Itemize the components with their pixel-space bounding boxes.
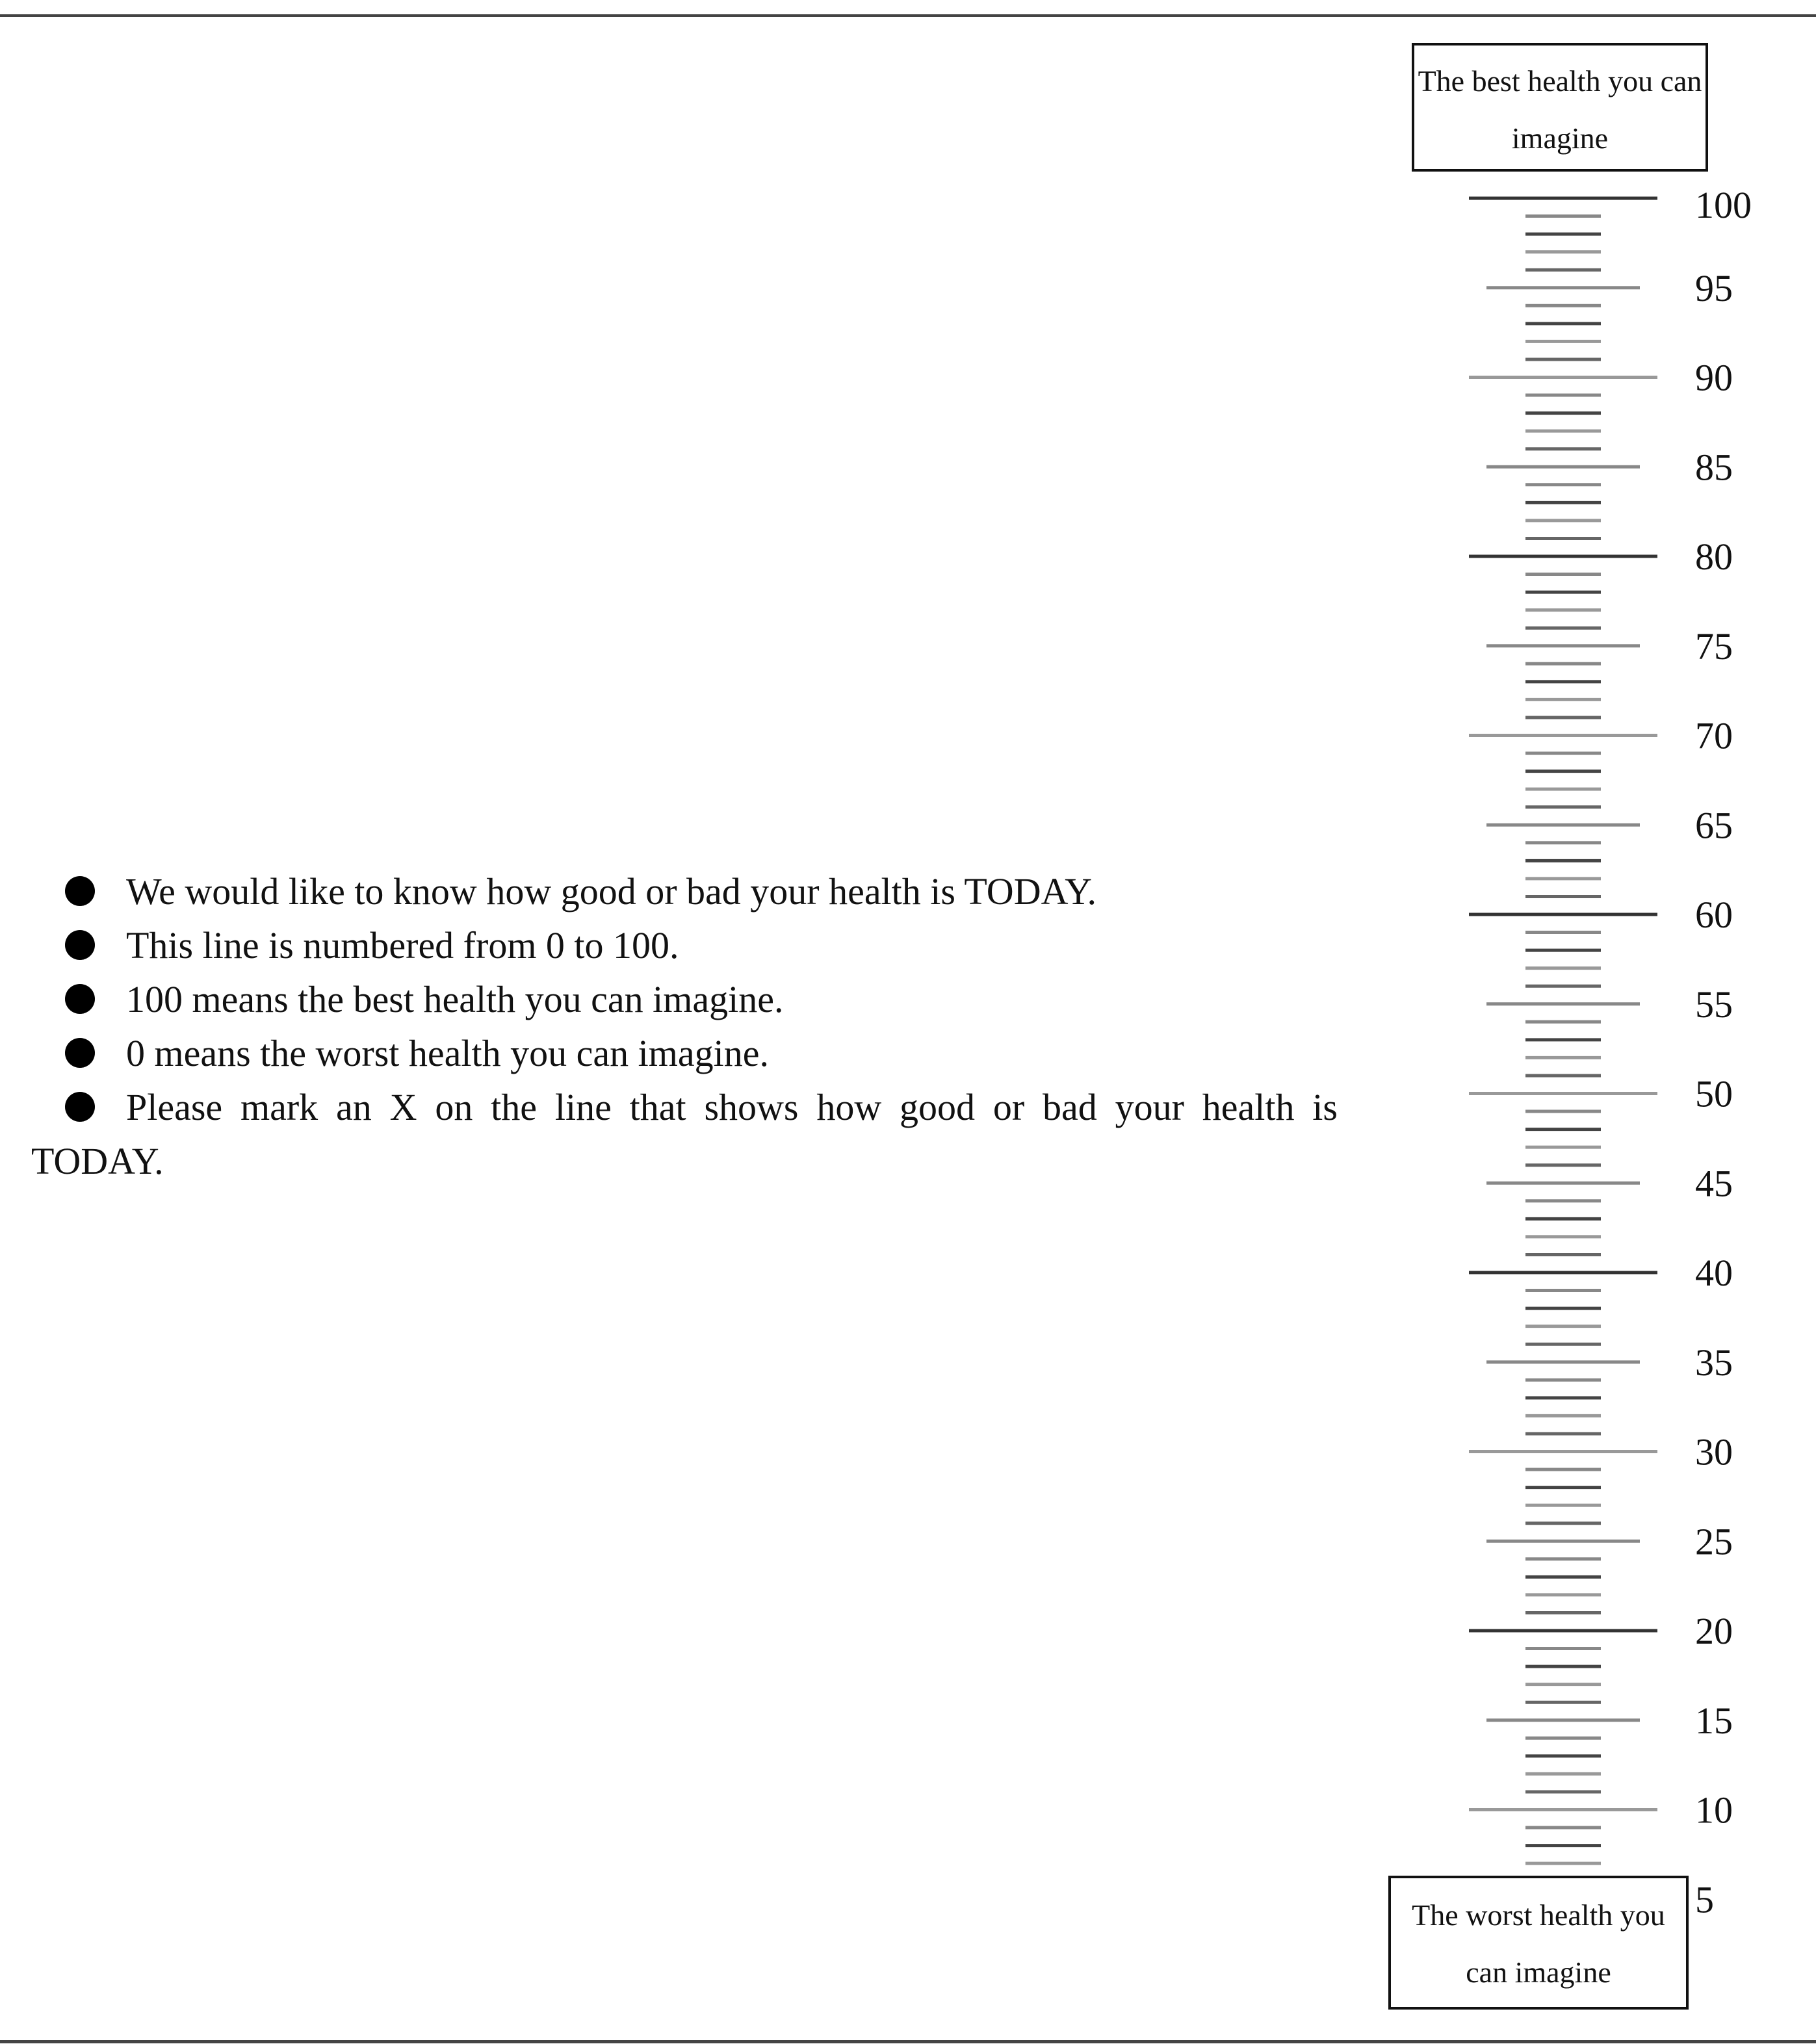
instruction-item [31, 972, 1338, 1026]
bullet-icon [65, 876, 95, 906]
instruction-item [31, 1026, 1338, 1080]
instruction-text: Please mark an X on the line that shows how good or bad your health is TODAY. [31, 1086, 1338, 1182]
instruction-text: 0 means the worst health you can imagine. [126, 1032, 769, 1074]
best-health-text: The best health you can imagine [1418, 64, 1702, 155]
top-rule [0, 14, 1816, 17]
tick-label: 50 [1695, 1072, 1733, 1115]
scale-labels [1695, 184, 1752, 1921]
instructions-list [31, 864, 1338, 1188]
tick-label: 25 [1695, 1520, 1733, 1563]
bullet-icon [65, 1038, 95, 1068]
tick-label: 40 [1695, 1252, 1733, 1294]
tick-label: 65 [1695, 804, 1733, 847]
instruction-text: We would like to know how good or bad your health is TODAY. [126, 870, 1097, 912]
scale-ticks [1469, 198, 1657, 1899]
tick-label: 60 [1695, 894, 1733, 936]
bullet-icon [65, 930, 95, 960]
tick-label: 15 [1695, 1699, 1733, 1742]
instruction-item [31, 1080, 1338, 1188]
instruction-text: 100 means the best health you can imagine. [126, 978, 784, 1020]
bullet-icon [65, 1092, 95, 1122]
instruction-item [31, 864, 1338, 918]
tick-label: 5 [1695, 1878, 1714, 1921]
bottom-rule [0, 2040, 1816, 2043]
tick-label: 35 [1695, 1341, 1733, 1384]
tick-label: 100 [1695, 184, 1752, 226]
tick-label: 45 [1695, 1162, 1733, 1205]
tick-label: 85 [1695, 446, 1733, 489]
health-scale[interactable] [1430, 169, 1794, 1921]
tick-label: 20 [1695, 1610, 1733, 1652]
tick-label: 75 [1695, 625, 1733, 667]
instruction-item [31, 918, 1338, 972]
tick-label: 90 [1695, 356, 1733, 399]
instruction-text: This line is numbered from 0 to 100. [126, 924, 679, 966]
worst-health-text: The worst health you can imagine [1412, 1898, 1665, 1989]
tick-label: 70 [1695, 714, 1733, 757]
bullet-icon [65, 984, 95, 1014]
tick-label: 30 [1695, 1430, 1733, 1473]
tick-label: 80 [1695, 536, 1733, 578]
worst-health-label [1388, 1876, 1689, 2010]
tick-label: 10 [1695, 1789, 1733, 1831]
tick-label: 95 [1695, 266, 1733, 309]
tick-label: 55 [1695, 983, 1733, 1026]
best-health-label [1412, 43, 1708, 172]
